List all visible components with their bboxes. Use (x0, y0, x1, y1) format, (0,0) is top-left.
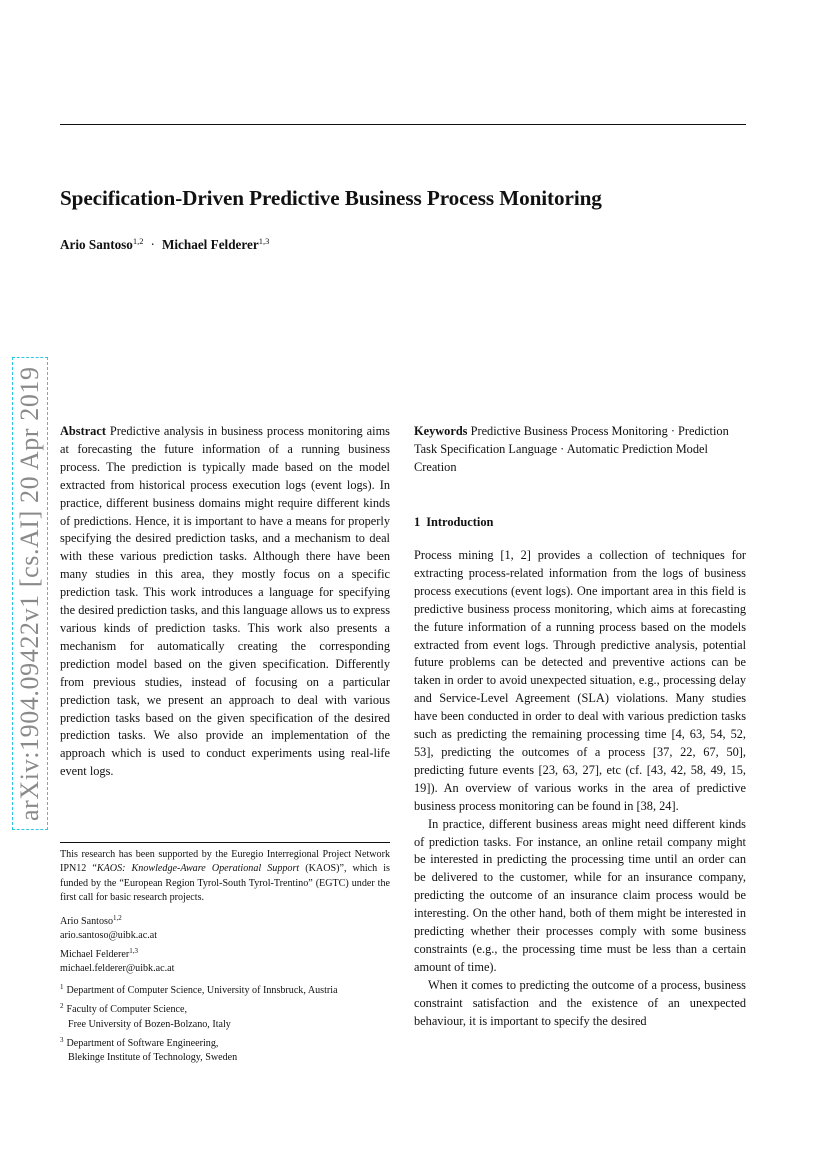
affiliation-item (60, 980, 390, 998)
contact-email[interactable]: michael.felderer@uibk.ac.at (60, 962, 175, 974)
funding-note (60, 848, 390, 905)
affiliation-item (60, 999, 390, 1032)
affiliation-line: Faculty of Computer Science, (66, 1004, 188, 1016)
affiliations-list (60, 980, 390, 1065)
author-affiliation-marker: 1,3 (258, 236, 270, 246)
abstract-heading: Abstract (60, 424, 106, 438)
arxiv-stamp: arXiv:1904.09422v1 [cs.AI] 20 Apr 2019 (12, 357, 48, 830)
footnote-rule (60, 842, 390, 843)
abstract-text: Predictive analysis in business process monitoring aims at forecasting the future information of a running business process. The prediction is typically made based on the model extracted from historical process execution logs (event logs). In practice, different business domains might require different kinds of predictions. Hence, it is important to have a means for properly specifying the desired prediction tasks, and a mechanism to deal with these various prediction tasks. Although there have been many studies in this area, they mostly focus on a specific prediction task. This work introduces a language for specifying the desired prediction tasks, and this language allows us to express various kinds of prediction tasks. This work also presents a mechanism for automatically creating the corresponding prediction model based on the given specification. Differently from previous studies, instead of focusing on a particular prediction task, we present an approach to deal with various prediction tasks based on the given specification of the desired prediction tasks. We also provide an implementation of the approach which is used to conduct experiments using real-life event logs. (60, 424, 390, 779)
affiliation-line: Free University of Bozen-Bolzano, Italy (68, 1018, 231, 1030)
keywords-text: Predictive Business Process Monitoring · Prediction Task Specification Language · Automatic Prediction Model Creation (414, 424, 729, 474)
affiliation-number: 2 (60, 1002, 64, 1011)
author-line (60, 236, 269, 253)
funding-text: This research has been supported by the Euregio Interregional Project Network IPN12 “ (60, 849, 390, 875)
affiliation-line: Department of Software Engineering, (66, 1037, 219, 1049)
author-affiliation-marker: 1,2 (132, 236, 144, 246)
affiliation-line: Department of Computer Science, University of Innsbruck, Austria (66, 985, 338, 996)
section-number: 1 (414, 515, 421, 529)
introduction-body (414, 547, 746, 1030)
affiliation-number: 3 (60, 1035, 64, 1044)
affiliation-item (60, 1033, 390, 1066)
contact-name: Michael Felderer (60, 948, 130, 960)
section-title: Introduction (426, 515, 494, 529)
paper-title: Specification-Driven Predictive Business Process Monitoring (60, 186, 602, 210)
contact-name: Ario Santoso (60, 916, 113, 927)
funding-text: (KAOS)”, which is funded by the “European Region Tyrol-South Tyrol-Trentino” (EGTC) under the first call for basic research projects. (60, 863, 390, 903)
project-name: KAOS: Knowledge-Aware Operational Support (96, 863, 300, 875)
author-name: Ario Santoso (60, 237, 133, 252)
keywords (414, 423, 746, 477)
contact-affiliation-marker: 1,3 (129, 946, 138, 955)
paragraph: When it comes to predicting the outcome of a process, business constraint satisfaction and the existence of an unexpected behaviour, it is important to specify the desired (414, 977, 746, 1028)
author-name: Michael Felderer (161, 237, 259, 252)
paragraph: Process mining [1, 2] provides a collection of techniques for extracting process-related information from the logs of business process executions (event logs). One important area in this field is predictive business process monitoring, which aims at forecasting the future information of a running process based on the models extracted from event logs. Through predictive analysis, potential future problems can be detected and preventive actions can be taken in order to avoid unexpected situation, e.g., processing delay and Service-Level Agreement (SLA) violations. Many studies have been conducted in order to deal with various prediction tasks such as predicting the remaining processing time [4, 63, 54, 52, 53], predicting the outcomes of a process [37, 22, 67, 50], predicting future events [23, 63, 27], etc (cf. [43, 42, 58, 49, 15, 19]). An overview of various works in the area of predictive business process monitoring can be found in [38, 24]. (414, 548, 746, 813)
affiliation-number: 1 (60, 983, 64, 991)
keywords-heading: Keywords (414, 424, 468, 438)
header-rule (60, 124, 746, 125)
author-separator: · (150, 237, 155, 252)
affiliation-line: Blekinge Institute of Technology, Sweden (68, 1052, 238, 1064)
contact-info (60, 911, 390, 976)
paragraph: In practice, different business areas might need different kinds of prediction tasks. For instance, an online retail company might be interested in predicting the processing time until an order can be delivered to the customer, while for an insurance company, predicting the outcome of an insurance claim process would be interesting. On the other hand, both of them might be interested in predicting whether their processes comply with some business constraints (e.g., the processing time must be less than a certain amount of time). (414, 816, 746, 974)
section-heading (414, 515, 493, 530)
abstract (60, 423, 390, 781)
contact-email[interactable]: ario.santoso@uibk.ac.at (60, 930, 158, 942)
contact-affiliation-marker: 1,2 (113, 914, 122, 922)
